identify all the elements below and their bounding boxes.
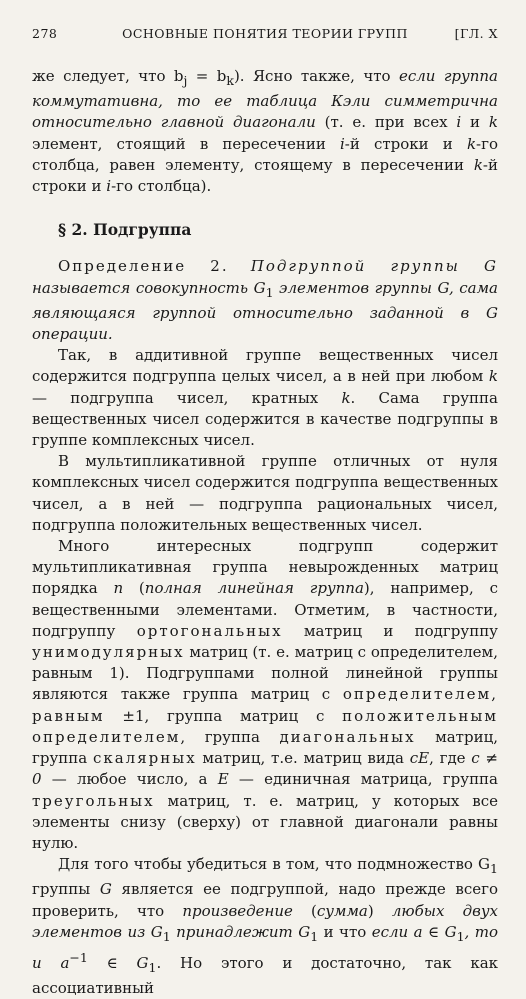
paragraph-continuation: же следует, что $b_j = b_k$). Ясно также, что если группа коммутативна, то ее таблица Кэли симметрична относительно главной диагонали (т. е. при всех i и k элемент, стоящий в пересечении i-й строки и k-го столбца, равен элементу, стоящему в пересечении k-й строки и i-го столбца). <box>32 67 498 196</box>
chapter-marker: [ГЛ. X <box>454 26 498 41</box>
running-title: ОСНОВНЫЕ ПОНЯТИЯ ТЕОРИИ ГРУПП <box>122 26 408 41</box>
paragraph-multiplicative-example: В мультипликативной группе отличных от нуля комплексных чисел содержится подгруппа вещественных чисел, а в ней — подгруппа рациональных чисел, подгруппа положительных вещественных чисел. <box>32 452 498 534</box>
paragraph-subgroup-criterion: Для того чтобы убедиться в том, что подмножество $G_1$ группы G является ее подгруппой, надо прежде всего проверить, что произведение (сумма) любых двух элементов из $G_1$ принадлежит $G_1$ и что если a ∈ $G_1$, то и $a^{-1}$ ∈ $G_1$. Но этого и достаточно, так как ассоциативный <box>32 855 499 998</box>
section-heading: § 2. Подгруппа <box>58 220 192 240</box>
paragraph-matrix-subgroups: Много интересных подгрупп содержит мультипликативная группа невырожденных матриц порядка n (полная линейная группа), например, с вещественными элементами. Отметим, в частности, подгруппу ортогональных матриц и подгруппу унимодулярных матриц (т. е. матриц с определителем, равным 1). Подгруппами полной линейной группы являются также группа матриц с определителем, равным ±1, группа матриц с положительным определителем, группа диагональных матриц, группа скалярных матриц, т.е. матриц вида cE, где c ≠ 0 — любое число, а E — единичная матрица, группа треугольных матриц, т. е. матриц, у которых все элементы снизу (сверху) от главной диагонали равны нулю. <box>32 537 499 852</box>
definition-paragraph: Определение 2. Подгруппой группы G называется совокупность $G_1$ элементов группы G, сама являющаяся группой относительно заданной в G операции. <box>32 257 498 344</box>
page-body <box>32 66 498 999</box>
paragraph-additive-example: Так, в аддитивной группе вещественных чисел содержится подгруппа целых чисел, а в ней при любом k — подгруппа чисел, кратных k. Сама группа вещественных чисел содержится в качестве подгруппы в группе комплексных чисел. <box>32 346 498 450</box>
running-header <box>32 26 498 44</box>
page-number: 278 <box>32 26 58 41</box>
